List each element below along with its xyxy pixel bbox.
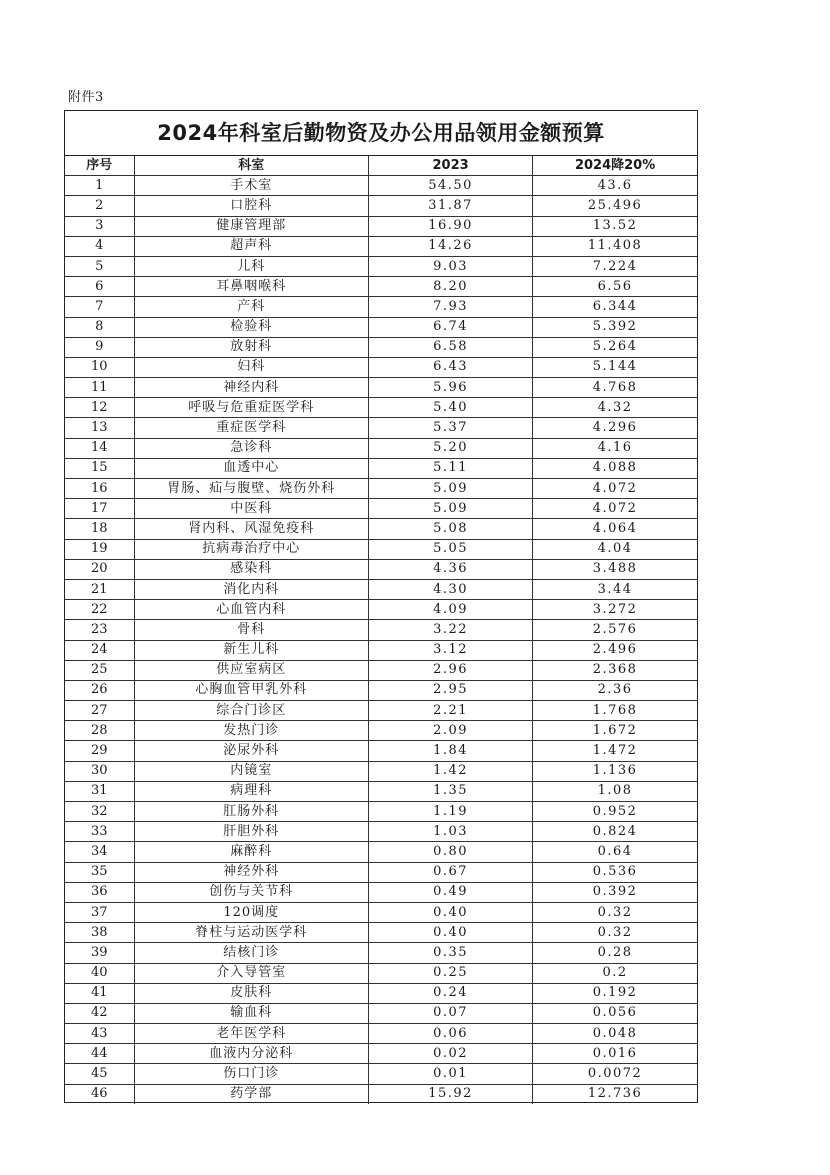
row-amount-2023: 4.30 xyxy=(368,579,532,599)
table-row xyxy=(65,559,697,579)
row-index: 5 xyxy=(65,256,134,276)
row-index: 29 xyxy=(65,741,134,761)
row-amount-2023: 0.49 xyxy=(368,882,532,902)
row-amount-2023: 14.26 xyxy=(368,236,532,256)
row-department: 肝胆外科 xyxy=(134,822,368,842)
table-row xyxy=(65,741,697,761)
row-amount-2024: 5.392 xyxy=(533,317,697,337)
row-amount-2023: 0.25 xyxy=(368,963,532,983)
row-index: 12 xyxy=(65,398,134,418)
row-amount-2024: 4.768 xyxy=(533,378,697,398)
table-header-row xyxy=(65,156,697,176)
table-row xyxy=(65,539,697,559)
row-amount-2024: 0.056 xyxy=(533,1003,697,1023)
row-amount-2023: 5.37 xyxy=(368,418,532,438)
row-index: 31 xyxy=(65,781,134,801)
row-index: 2 xyxy=(65,196,134,216)
header-2023: 2023 xyxy=(368,156,532,176)
row-department: 手术室 xyxy=(134,176,368,196)
row-department: 肛肠外科 xyxy=(134,802,368,822)
header-department: 科室 xyxy=(134,156,368,176)
row-amount-2023: 0.01 xyxy=(368,1064,532,1084)
row-amount-2023: 0.24 xyxy=(368,983,532,1003)
table-row xyxy=(65,256,697,276)
row-department: 抗病毒治疗中心 xyxy=(134,539,368,559)
table-row xyxy=(65,1084,697,1104)
row-amount-2023: 1.03 xyxy=(368,822,532,842)
row-amount-2024: 0.28 xyxy=(533,943,697,963)
row-department: 神经外科 xyxy=(134,862,368,882)
row-department: 胃肠、疝与腹壁、烧伤外科 xyxy=(134,479,368,499)
table-row xyxy=(65,1024,697,1044)
row-amount-2024: 1.672 xyxy=(533,721,697,741)
row-index: 34 xyxy=(65,842,134,862)
row-amount-2024: 1.768 xyxy=(533,701,697,721)
row-amount-2024: 2.496 xyxy=(533,640,697,660)
row-amount-2024: 3.272 xyxy=(533,600,697,620)
row-amount-2024: 0.192 xyxy=(533,983,697,1003)
row-index: 40 xyxy=(65,963,134,983)
row-amount-2024: 4.072 xyxy=(533,499,697,519)
table-row xyxy=(65,963,697,983)
table-row xyxy=(65,721,697,741)
table-row xyxy=(65,579,697,599)
row-amount-2023: 6.74 xyxy=(368,317,532,337)
row-index: 13 xyxy=(65,418,134,438)
row-amount-2023: 3.12 xyxy=(368,640,532,660)
table-row xyxy=(65,660,697,680)
row-index: 16 xyxy=(65,479,134,499)
row-department: 口腔科 xyxy=(134,196,368,216)
row-amount-2023: 5.11 xyxy=(368,458,532,478)
row-index: 43 xyxy=(65,1024,134,1044)
row-amount-2023: 6.43 xyxy=(368,357,532,377)
row-department: 药学部 xyxy=(134,1084,368,1104)
row-amount-2023: 5.05 xyxy=(368,539,532,559)
row-index: 24 xyxy=(65,640,134,660)
row-amount-2024: 0.536 xyxy=(533,862,697,882)
row-amount-2024: 25.496 xyxy=(533,196,697,216)
row-index: 45 xyxy=(65,1064,134,1084)
row-index: 19 xyxy=(65,539,134,559)
row-amount-2024: 3.44 xyxy=(533,579,697,599)
row-amount-2023: 5.20 xyxy=(368,438,532,458)
table-row xyxy=(65,802,697,822)
row-index: 36 xyxy=(65,882,134,902)
table-row xyxy=(65,1044,697,1064)
row-department: 输血科 xyxy=(134,1003,368,1023)
row-amount-2023: 0.40 xyxy=(368,902,532,922)
budget-table xyxy=(65,156,697,1104)
row-amount-2024: 4.16 xyxy=(533,438,697,458)
row-department: 肾内科、风湿免疫科 xyxy=(134,519,368,539)
row-index: 28 xyxy=(65,721,134,741)
row-department: 心血管内科 xyxy=(134,600,368,620)
row-department: 供应室病区 xyxy=(134,660,368,680)
row-department: 妇科 xyxy=(134,357,368,377)
row-amount-2024: 0.392 xyxy=(533,882,697,902)
row-amount-2024: 4.04 xyxy=(533,539,697,559)
row-index: 8 xyxy=(65,317,134,337)
row-amount-2023: 16.90 xyxy=(368,216,532,236)
row-amount-2023: 4.36 xyxy=(368,559,532,579)
table-row xyxy=(65,781,697,801)
row-index: 14 xyxy=(65,438,134,458)
row-index: 35 xyxy=(65,862,134,882)
table-row xyxy=(65,822,697,842)
row-amount-2023: 5.96 xyxy=(368,378,532,398)
row-department: 感染科 xyxy=(134,559,368,579)
row-amount-2024: 4.072 xyxy=(533,479,697,499)
table-row xyxy=(65,277,697,297)
row-department: 放射科 xyxy=(134,337,368,357)
row-amount-2024: 0.0072 xyxy=(533,1064,697,1084)
table-row xyxy=(65,902,697,922)
row-department: 内镜室 xyxy=(134,761,368,781)
row-amount-2023: 8.20 xyxy=(368,277,532,297)
table-row xyxy=(65,176,697,196)
row-index: 38 xyxy=(65,923,134,943)
row-department: 介入导管室 xyxy=(134,963,368,983)
table-row xyxy=(65,640,697,660)
row-amount-2023: 1.19 xyxy=(368,802,532,822)
row-amount-2023: 9.03 xyxy=(368,256,532,276)
row-index: 44 xyxy=(65,1044,134,1064)
row-index: 20 xyxy=(65,559,134,579)
budget-sheet xyxy=(64,110,698,1103)
table-row xyxy=(65,862,697,882)
row-department: 呼吸与危重症医学科 xyxy=(134,398,368,418)
row-amount-2023: 0.02 xyxy=(368,1044,532,1064)
row-index: 39 xyxy=(65,943,134,963)
row-department: 中医科 xyxy=(134,499,368,519)
table-row xyxy=(65,337,697,357)
row-amount-2023: 2.96 xyxy=(368,660,532,680)
table-row xyxy=(65,680,697,700)
table-row xyxy=(65,357,697,377)
row-amount-2024: 5.144 xyxy=(533,357,697,377)
row-department: 耳鼻咽喉科 xyxy=(134,277,368,297)
row-index: 46 xyxy=(65,1084,134,1104)
row-amount-2024: 1.472 xyxy=(533,741,697,761)
row-amount-2024: 0.016 xyxy=(533,1044,697,1064)
row-index: 42 xyxy=(65,1003,134,1023)
row-department: 病理科 xyxy=(134,781,368,801)
row-department: 健康管理部 xyxy=(134,216,368,236)
row-amount-2023: 0.35 xyxy=(368,943,532,963)
row-amount-2023: 0.67 xyxy=(368,862,532,882)
row-amount-2024: 43.6 xyxy=(533,176,697,196)
row-index: 21 xyxy=(65,579,134,599)
row-amount-2023: 1.42 xyxy=(368,761,532,781)
row-amount-2024: 12.736 xyxy=(533,1084,697,1104)
row-department: 泌尿外科 xyxy=(134,741,368,761)
row-department: 发热门诊 xyxy=(134,721,368,741)
row-index: 11 xyxy=(65,378,134,398)
row-index: 17 xyxy=(65,499,134,519)
row-amount-2024: 4.296 xyxy=(533,418,697,438)
row-amount-2023: 5.09 xyxy=(368,499,532,519)
row-amount-2023: 2.21 xyxy=(368,701,532,721)
row-amount-2024: 11.408 xyxy=(533,236,697,256)
row-department: 脊柱与运动医学科 xyxy=(134,923,368,943)
row-department: 骨科 xyxy=(134,620,368,640)
row-index: 22 xyxy=(65,600,134,620)
row-department: 血透中心 xyxy=(134,458,368,478)
row-amount-2023: 4.09 xyxy=(368,600,532,620)
table-row xyxy=(65,761,697,781)
table-row xyxy=(65,297,697,317)
row-department: 120调度 xyxy=(134,902,368,922)
row-amount-2023: 5.09 xyxy=(368,479,532,499)
row-index: 3 xyxy=(65,216,134,236)
row-amount-2024: 4.32 xyxy=(533,398,697,418)
row-amount-2024: 1.08 xyxy=(533,781,697,801)
row-amount-2024: 0.952 xyxy=(533,802,697,822)
table-row xyxy=(65,943,697,963)
row-amount-2023: 2.09 xyxy=(368,721,532,741)
row-index: 27 xyxy=(65,701,134,721)
row-amount-2024: 2.576 xyxy=(533,620,697,640)
row-amount-2024: 1.136 xyxy=(533,761,697,781)
row-amount-2023: 0.06 xyxy=(368,1024,532,1044)
table-row xyxy=(65,983,697,1003)
row-department: 心胸血管甲乳外科 xyxy=(134,680,368,700)
row-amount-2024: 4.088 xyxy=(533,458,697,478)
page-title: 2024年科室后勤物资及办公用品领用金额预算 xyxy=(65,111,697,156)
row-department: 神经内科 xyxy=(134,378,368,398)
row-department: 老年医学科 xyxy=(134,1024,368,1044)
row-department: 超声科 xyxy=(134,236,368,256)
row-department: 结核门诊 xyxy=(134,943,368,963)
row-amount-2024: 13.52 xyxy=(533,216,697,236)
table-row xyxy=(65,398,697,418)
table-row xyxy=(65,1064,697,1084)
row-amount-2023: 54.50 xyxy=(368,176,532,196)
row-index: 30 xyxy=(65,761,134,781)
row-amount-2023: 1.84 xyxy=(368,741,532,761)
row-amount-2024: 0.2 xyxy=(533,963,697,983)
row-amount-2023: 2.95 xyxy=(368,680,532,700)
row-index: 23 xyxy=(65,620,134,640)
row-amount-2023: 7.93 xyxy=(368,297,532,317)
row-amount-2024: 7.224 xyxy=(533,256,697,276)
header-index: 序号 xyxy=(65,156,134,176)
table-row xyxy=(65,600,697,620)
table-row xyxy=(65,923,697,943)
table-row xyxy=(65,418,697,438)
row-department: 急诊科 xyxy=(134,438,368,458)
attachment-label: 附件3 xyxy=(68,90,104,105)
row-amount-2024: 0.32 xyxy=(533,923,697,943)
row-department: 麻醉科 xyxy=(134,842,368,862)
row-amount-2023: 3.22 xyxy=(368,620,532,640)
row-department: 血液内分泌科 xyxy=(134,1044,368,1064)
row-amount-2024: 0.64 xyxy=(533,842,697,862)
row-index: 10 xyxy=(65,357,134,377)
row-department: 儿科 xyxy=(134,256,368,276)
row-department: 创伤与关节科 xyxy=(134,882,368,902)
row-amount-2023: 6.58 xyxy=(368,337,532,357)
row-amount-2024: 0.824 xyxy=(533,822,697,842)
row-index: 4 xyxy=(65,236,134,256)
table-row xyxy=(65,499,697,519)
row-index: 1 xyxy=(65,176,134,196)
table-row xyxy=(65,882,697,902)
row-amount-2023: 31.87 xyxy=(368,196,532,216)
table-row xyxy=(65,519,697,539)
table-row xyxy=(65,701,697,721)
row-department: 重症医学科 xyxy=(134,418,368,438)
header-2024: 2024降20% xyxy=(533,156,697,176)
row-department: 检验科 xyxy=(134,317,368,337)
table-row xyxy=(65,458,697,478)
row-amount-2023: 1.35 xyxy=(368,781,532,801)
table-row xyxy=(65,236,697,256)
row-amount-2024: 0.048 xyxy=(533,1024,697,1044)
table-row xyxy=(65,438,697,458)
row-amount-2024: 4.064 xyxy=(533,519,697,539)
table-row xyxy=(65,317,697,337)
row-index: 26 xyxy=(65,680,134,700)
row-amount-2024: 6.56 xyxy=(533,277,697,297)
row-amount-2024: 6.344 xyxy=(533,297,697,317)
row-amount-2024: 0.32 xyxy=(533,902,697,922)
row-amount-2023: 0.80 xyxy=(368,842,532,862)
table-row xyxy=(65,620,697,640)
row-index: 9 xyxy=(65,337,134,357)
table-row xyxy=(65,479,697,499)
row-amount-2024: 3.488 xyxy=(533,559,697,579)
row-index: 15 xyxy=(65,458,134,478)
row-index: 25 xyxy=(65,660,134,680)
row-index: 18 xyxy=(65,519,134,539)
row-index: 6 xyxy=(65,277,134,297)
row-amount-2023: 5.40 xyxy=(368,398,532,418)
row-department: 消化内科 xyxy=(134,579,368,599)
row-department: 皮肤科 xyxy=(134,983,368,1003)
row-index: 37 xyxy=(65,902,134,922)
row-department: 新生儿科 xyxy=(134,640,368,660)
row-amount-2023: 0.07 xyxy=(368,1003,532,1023)
row-amount-2024: 5.264 xyxy=(533,337,697,357)
row-amount-2024: 2.368 xyxy=(533,660,697,680)
table-row xyxy=(65,196,697,216)
row-amount-2024: 2.36 xyxy=(533,680,697,700)
table-row xyxy=(65,378,697,398)
table-row xyxy=(65,842,697,862)
table-row xyxy=(65,1003,697,1023)
row-amount-2023: 15.92 xyxy=(368,1084,532,1104)
row-department: 伤口门诊 xyxy=(134,1064,368,1084)
row-department: 产科 xyxy=(134,297,368,317)
row-index: 7 xyxy=(65,297,134,317)
row-amount-2023: 0.40 xyxy=(368,923,532,943)
table-row xyxy=(65,216,697,236)
row-index: 41 xyxy=(65,983,134,1003)
row-department: 综合门诊区 xyxy=(134,701,368,721)
row-index: 32 xyxy=(65,802,134,822)
row-index: 33 xyxy=(65,822,134,842)
row-amount-2023: 5.08 xyxy=(368,519,532,539)
